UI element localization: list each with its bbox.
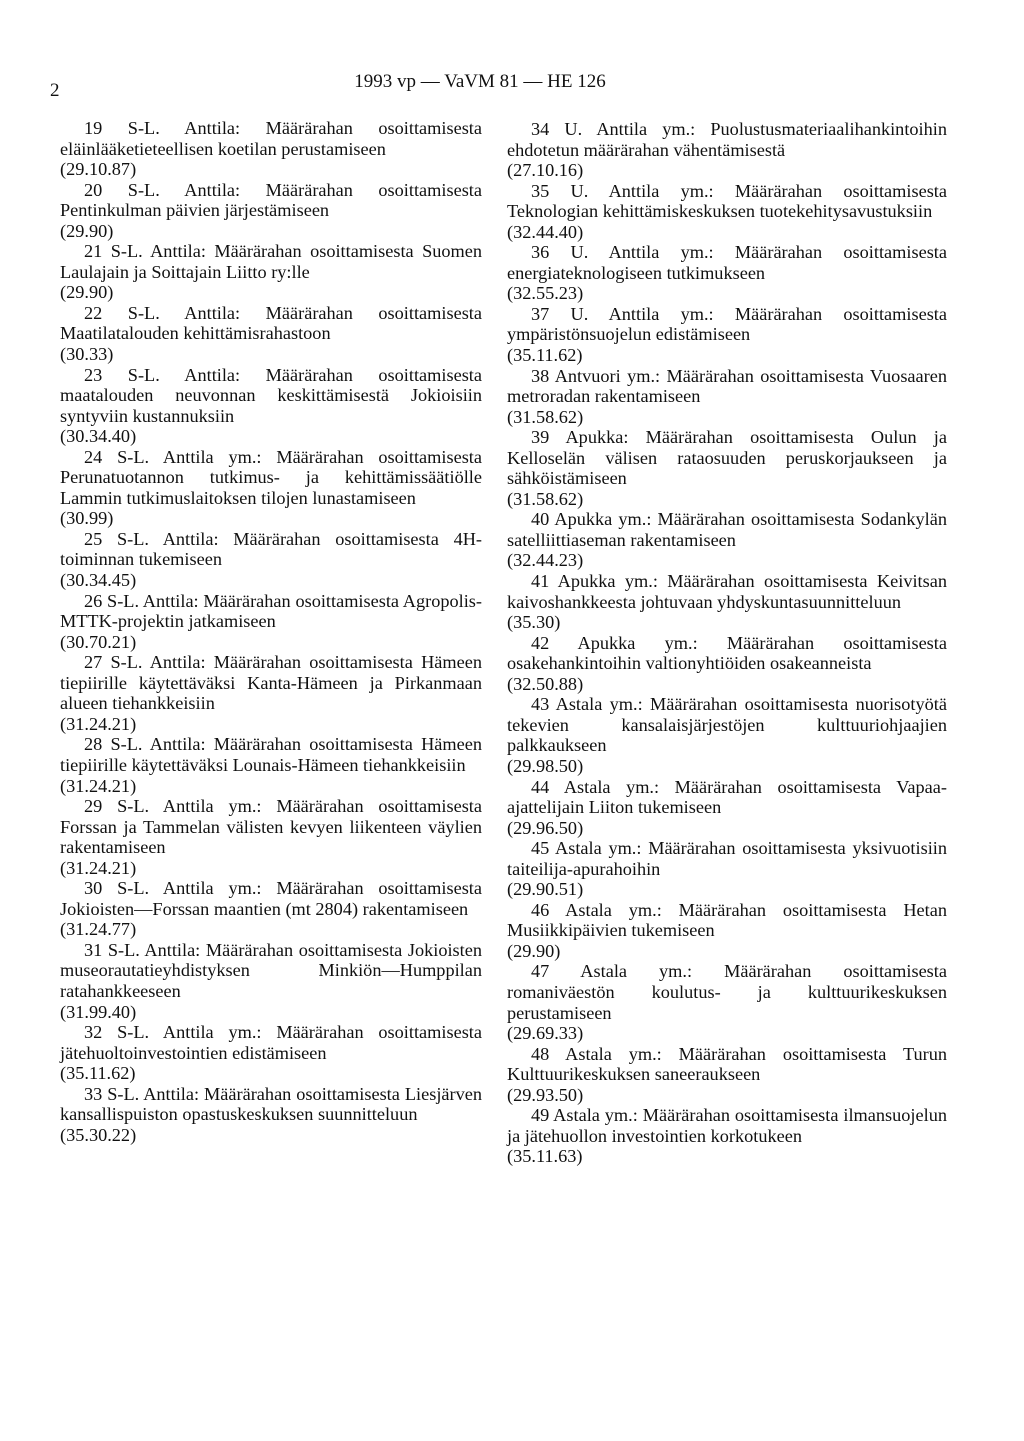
motion-entry bbox=[507, 900, 947, 962]
motion-text: 22 S-L. Anttila: Määrärahan osoittamisesta Maatilatalouden kehittämisrahastoon bbox=[60, 302, 482, 344]
motion-text: 38 Antvuori ym.: Määrärahan osoittamisesta Vuosaaren metroradan rakentamiseen bbox=[507, 365, 947, 407]
budget-reference: (35.11.63) bbox=[507, 1146, 583, 1167]
motion-entry bbox=[60, 1084, 482, 1146]
motion-text: 46 Astala ym.: Määrärahan osoittamisesta Hetan Musiikkipäivien tukemiseen bbox=[507, 899, 947, 941]
motion-entry bbox=[507, 509, 947, 571]
motion-entry bbox=[60, 180, 482, 242]
budget-reference: (29.10.87) bbox=[60, 159, 137, 180]
running-head: 1993 vp — VaVM 81 — HE 126 bbox=[354, 71, 606, 92]
motion-text: 25 S-L. Anttila: Määrärahan osoittamisesta 4H-toiminnan tukemiseen bbox=[60, 528, 482, 570]
motion-entry bbox=[60, 940, 482, 1022]
budget-reference: (32.55.23) bbox=[507, 283, 584, 304]
motion-entry bbox=[507, 633, 947, 695]
motion-text: 31 S-L. Anttila: Määrärahan osoittamisesta Jokioisten museorautatieyhdistyksen Minkiön—Humppilan ratahankkeeseen bbox=[60, 939, 482, 1001]
motion-text: 43 Astala ym.: Määrärahan osoittamisesta nuorisotyötä tekevien kansalaisjärjestöjen kulttuuriohjaajien palkkaukseen bbox=[507, 694, 947, 756]
motion-text: 35 U. Anttila ym.: Määrärahan osoittamisesta Teknologian kehittämiskeskuksen tuotekehitysavustuksiin bbox=[507, 180, 947, 222]
motion-text: 37 U. Anttila ym.: Määrärahan osoittamisesta ympäristönsuojelun edistämiseen bbox=[507, 303, 947, 345]
budget-reference: (35.11.62) bbox=[507, 345, 583, 366]
motion-text: 40 Apukka ym.: Määrärahan osoittamisesta Sodankylän satelliittiaseman rakentamiseen bbox=[507, 509, 947, 550]
motion-entry bbox=[507, 961, 947, 1043]
budget-reference: (29.96.50) bbox=[507, 817, 584, 838]
budget-reference: (32.50.88) bbox=[507, 673, 584, 694]
budget-reference: (29.90.51) bbox=[507, 879, 584, 900]
budget-reference: (31.24.21) bbox=[60, 713, 137, 734]
motion-text: 45 Astala ym.: Määrärahan osoittamisesta yksivuotisiin taiteilija-apurahoihin bbox=[507, 838, 947, 879]
motion-entry bbox=[60, 796, 482, 878]
motion-entry bbox=[507, 304, 947, 366]
motion-entry bbox=[60, 652, 482, 734]
motion-entry bbox=[507, 694, 947, 776]
motion-text: 44 Astala ym.: Määrärahan osoittamisesta Vapaa-ajattelijain Liiton tukemiseen bbox=[507, 776, 947, 818]
motion-text: 49 Astala ym.: Määrärahan osoittamisesta ilmansuojelun ja jätehuollon investointien korkotukeen bbox=[507, 1105, 947, 1146]
motion-entry bbox=[507, 571, 947, 633]
motion-entry bbox=[60, 734, 482, 796]
motion-entry bbox=[507, 366, 947, 428]
budget-reference: (30.99) bbox=[60, 508, 114, 529]
left-column bbox=[60, 118, 482, 1145]
motion-entry bbox=[507, 119, 947, 181]
budget-reference: (30.34.40) bbox=[60, 426, 137, 447]
budget-reference: (32.44.40) bbox=[507, 221, 584, 242]
motion-entry bbox=[60, 447, 482, 529]
budget-reference: (31.58.62) bbox=[507, 488, 584, 509]
motion-entry bbox=[507, 1105, 947, 1167]
motion-text: 21 S-L. Anttila: Määrärahan osoittamisesta Suomen Laulajain ja Soittajain Liitto ry:lle bbox=[60, 241, 482, 282]
budget-reference: (30.70.21) bbox=[60, 631, 137, 652]
motion-text: 24 S-L. Anttila ym.: Määrärahan osoittamisesta Perunatuotannon tutkimus- ja kehittämissäätiölle Lammin tutkimuslaitoksen tilojen lunastamiseen bbox=[60, 446, 482, 508]
motion-text: 33 S-L. Anttila: Määrärahan osoittamisesta Liesjärven kansallispuiston opastuskeskuksen suunnitteluun bbox=[60, 1083, 482, 1125]
motion-text: 27 S-L. Anttila: Määrärahan osoittamisesta Hämeen tiepiirille käytettäväksi Kanta-Hämeen ja Pirkanmaan alueen tiehankkeisiin bbox=[60, 652, 482, 714]
motion-entry bbox=[507, 838, 947, 900]
budget-reference: (32.44.23) bbox=[507, 550, 584, 571]
motion-entry bbox=[507, 242, 947, 304]
motion-text: 47 Astala ym.: Määrärahan osoittamisesta romaniväestön koulutus- ja kulttuurikeskuksen perustamiseen bbox=[507, 961, 947, 1023]
motion-entry bbox=[507, 1044, 947, 1106]
motion-entry bbox=[60, 878, 482, 940]
motion-text: 28 S-L. Anttila: Määrärahan osoittamisesta Hämeen tiepiirille käytettäväksi Lounais-Hämeen tiehankkeisiin bbox=[60, 734, 482, 775]
motion-entry bbox=[60, 1022, 482, 1084]
budget-reference: (35.30.22) bbox=[60, 1124, 137, 1145]
page-number: 2 bbox=[50, 80, 60, 101]
motion-entry bbox=[507, 777, 947, 839]
motion-entry bbox=[60, 241, 482, 303]
motion-entry bbox=[60, 591, 482, 653]
budget-reference: (31.99.40) bbox=[60, 1001, 137, 1022]
motion-text: 30 S-L. Anttila ym.: Määrärahan osoittamisesta Jokioisten—Forssan maantien (mt 2804) rakentamiseen bbox=[60, 878, 482, 919]
motion-text: 34 U. Anttila ym.: Puolustusmateriaalihankintoihin ehdotetun määrärahan vähentämisestä bbox=[507, 119, 947, 160]
budget-reference: (27.10.16) bbox=[507, 160, 584, 181]
budget-reference: (31.24.21) bbox=[60, 857, 137, 878]
motion-entry bbox=[60, 118, 482, 180]
budget-reference: (31.24.77) bbox=[60, 919, 137, 940]
budget-reference: (29.98.50) bbox=[507, 755, 584, 776]
budget-reference: (29.69.33) bbox=[507, 1023, 584, 1044]
motion-text: 36 U. Anttila ym.: Määrärahan osoittamisesta energiateknologiseen tutkimukseen bbox=[507, 242, 947, 283]
motion-text: 42 Apukka ym.: Määrärahan osoittamisesta osakehankintoihin valtionyhtiöiden osakeanneista bbox=[507, 632, 947, 674]
motion-text: 41 Apukka ym.: Määrärahan osoittamisesta Keivitsan kaivoshankkeesta johtuvaan yhdyskuntasuunnitteluun bbox=[507, 571, 947, 612]
budget-reference: (29.93.50) bbox=[507, 1084, 584, 1105]
budget-reference: (30.33) bbox=[60, 344, 114, 365]
motion-text: 48 Astala ym.: Määrärahan osoittamisesta Turun Kulttuurikeskuksen saneeraukseen bbox=[507, 1043, 947, 1085]
motion-text: 32 S-L. Anttila ym.: Määrärahan osoittamisesta jätehuoltoinvestointien edistämiseen bbox=[60, 1022, 482, 1063]
motion-text: 19 S-L. Anttila: Määrärahan osoittamisesta eläinlääketieteellisen koetilan perustamiseen bbox=[60, 118, 482, 159]
motion-text: 23 S-L. Anttila: Määrärahan osoittamisesta maatalouden neuvonnan keskittämisestä Jokioisiin syntyviin kustannuksiin bbox=[60, 364, 482, 426]
motion-entry bbox=[60, 303, 482, 365]
budget-reference: (29.90) bbox=[60, 220, 114, 241]
budget-reference: (35.30) bbox=[507, 612, 561, 633]
motion-text: 29 S-L. Anttila ym.: Määrärahan osoittamisesta Forssan ja Tammelan välisten kevyen liikenteen väylien rakentamiseen bbox=[60, 796, 482, 858]
motion-text: 39 Apukka: Määrärahan osoittamisesta Oulun ja Kelloselän välisen rataosuuden peruskorjaukseen ja sähköistämiseen bbox=[507, 427, 947, 489]
motion-entry bbox=[60, 365, 482, 447]
motion-text: 26 S-L. Anttila: Määrärahan osoittamisesta Agropolis-MTTK-projektin jatkamiseen bbox=[60, 590, 482, 632]
budget-reference: (30.34.45) bbox=[60, 570, 137, 591]
right-column bbox=[507, 119, 947, 1167]
budget-reference: (29.90) bbox=[60, 282, 114, 303]
budget-reference: (31.24.21) bbox=[60, 775, 137, 796]
budget-reference: (31.58.62) bbox=[507, 406, 584, 427]
motion-text: 20 S-L. Anttila: Määrärahan osoittamisesta Pentinkulman päivien järjestämiseen bbox=[60, 179, 482, 221]
motion-entry bbox=[507, 181, 947, 243]
budget-reference: (35.11.62) bbox=[60, 1063, 136, 1084]
motion-entry bbox=[60, 529, 482, 591]
budget-reference: (29.90) bbox=[507, 940, 561, 961]
motion-entry bbox=[507, 427, 947, 509]
